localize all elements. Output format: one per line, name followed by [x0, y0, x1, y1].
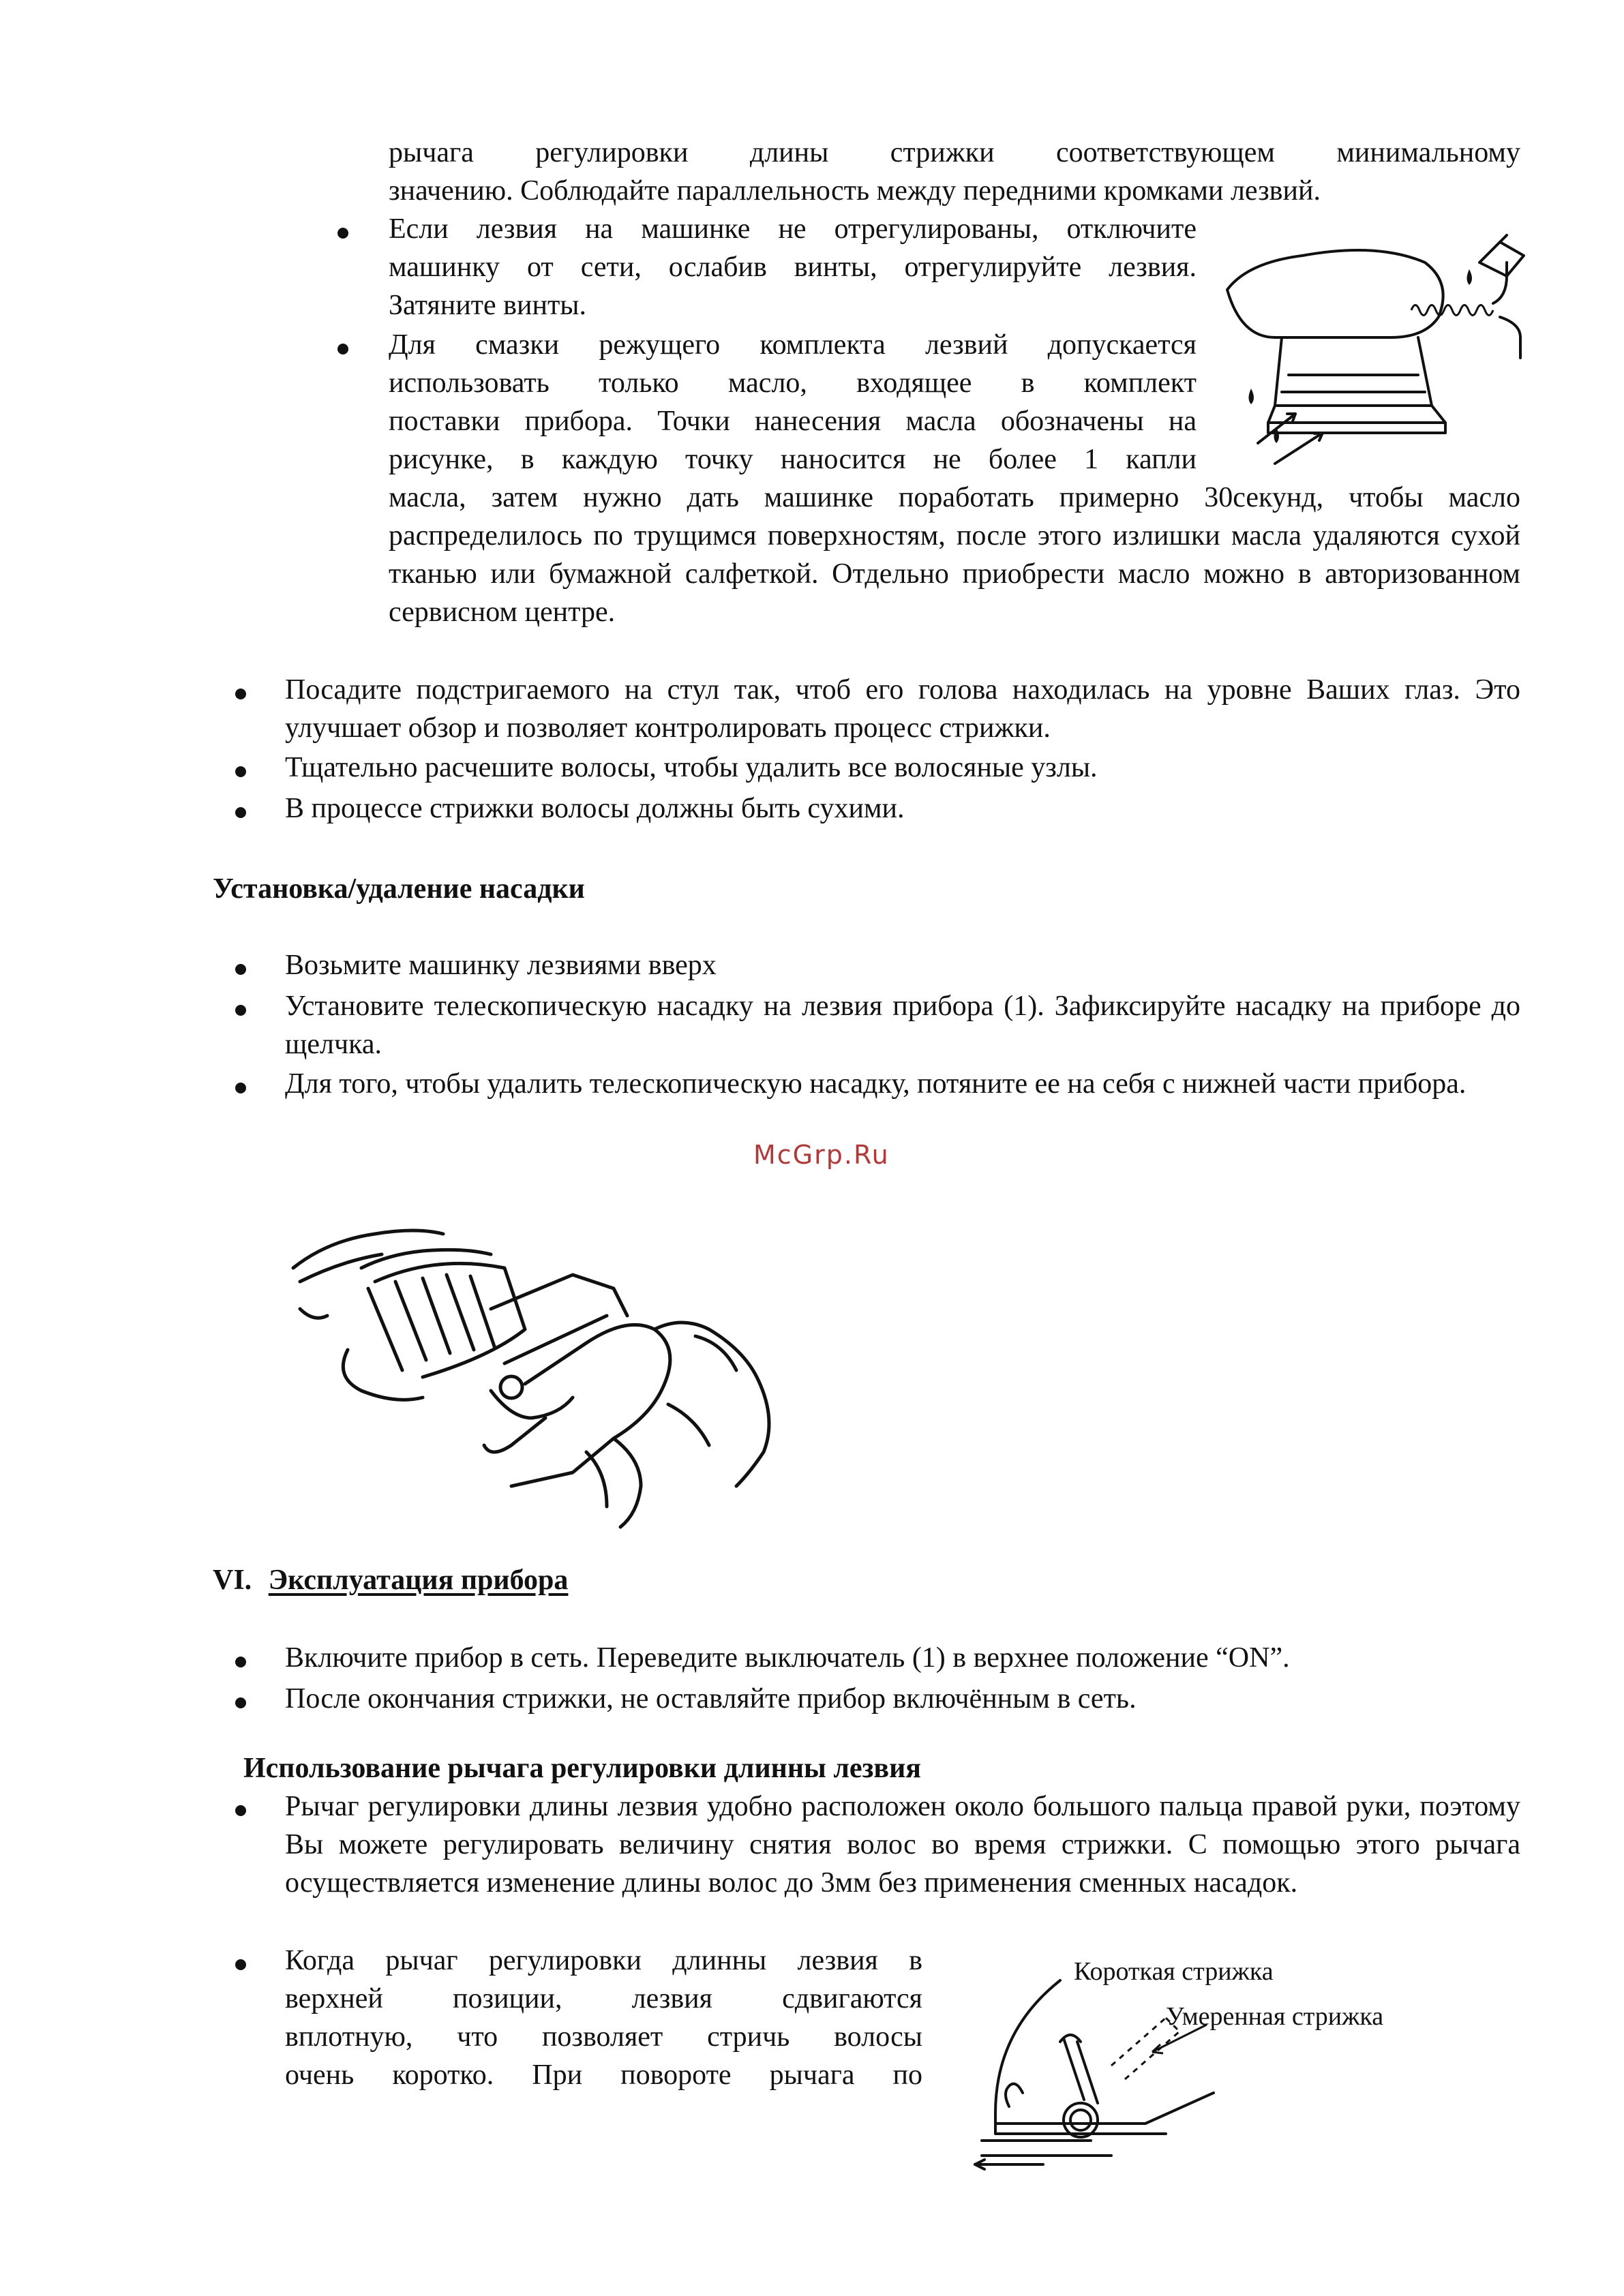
oil-paragraph-rest: масла, затем нужно дать машинке поработать примерно 30секунд, чтобы масло распределилось по трущимся поверхностям, после этого излишки масла удаляются сухой тканью или бумажной салфеткой. Отдельно приобрести масло можно в авторизованном сервисном центре. [389, 482, 1520, 628]
lever-item-2-line-2: верхней позиции, лезвия сдвигаются [285, 1983, 922, 2014]
operation-section-number: VI. [213, 1565, 252, 1596]
adjust-blades-line-2: машинку от сети, ослабив винты, отрегулируйте лезвия. [389, 252, 1197, 283]
attachment-item-hold: Возьмите машинку лезвиями вверх [285, 950, 717, 981]
bullet-dot [337, 344, 348, 354]
prep-item-comb: Тщательно расчешите волосы, чтобы удалить все волосяные узлы. [285, 752, 1098, 783]
oil-line-4: рисунке, в каждую точку наносится не более 1 капли [389, 444, 1197, 475]
operation-heading [213, 1561, 568, 1599]
lever-heading: Использование рычага регулировки длинны лезвия [243, 1753, 922, 1784]
oil-line-2: использовать только масло, входящее в комплект [389, 367, 1197, 399]
prep-item-dry: В процессе стрижки волосы должны быть сухими. [285, 793, 905, 824]
lever-item-2-line-1: Когда рычаг регулировки длинны лезвия в [285, 1945, 922, 1976]
oil-line-1: Для смазки режущего комплекта лезвий допускается [389, 329, 1197, 361]
bullet-dot [235, 1083, 246, 1093]
attachment-item-install: Установите телескопическую насадку на лезвия прибора (1). Зафиксируйте насадку на приборе до щелчка. [285, 991, 1520, 1060]
operation-item-unplug: После окончания стрижки, не оставляйте прибор включённым в сеть. [285, 1683, 1137, 1715]
oil-line-3: поставки прибора. Точки нанесения масла обозначены на [389, 406, 1197, 437]
bullet-dot [235, 1805, 246, 1816]
lever-item-2-line-4: очень коротко. При повороте рычага по [285, 2059, 922, 2091]
attachment-heading: Установка/удаление насадки [213, 873, 585, 905]
bullet-dot [235, 1697, 246, 1708]
diagram-label-medium: Умеренная стрижка [1166, 2002, 1384, 2031]
watermark: McGrp.Ru [753, 1140, 890, 1170]
adjust-blades-line-1: Если лезвия на машинке не отрегулированы, отключите [389, 213, 1197, 245]
lever-item-2-line-3: вплотную, что позволяет стричь волосы [285, 2021, 922, 2053]
bullet-dot [235, 1959, 246, 1970]
oil-points-illustration [1220, 235, 1541, 467]
lever-position-diagram [941, 1977, 1418, 2195]
bullet-dot [235, 964, 246, 975]
bullet-dot [235, 807, 246, 818]
attachment-hands-illustration [286, 1213, 805, 1534]
bullet-dot [235, 689, 246, 699]
operation-item-power-on: Включите прибор в сеть. Переведите выключатель (1) в верхнее положение “ON”. [285, 1642, 1290, 1674]
bullet-dot [337, 228, 348, 239]
bullet-dot [235, 766, 246, 777]
lever-item-location: Рычаг регулировки длины лезвия удобно расположен около большого пальца правой руки, поэтому Вы можете регулировать величину снятия волос во время стрижки. С помощью этого рычага осуществляется изменение длины волос до 3мм без применения сменных насадок. [285, 1791, 1520, 1899]
bullet-dot [235, 1005, 246, 1016]
prep-item-seat: Посадите подстригаемого на стул так, чтоб его голова находилась на уровне Ваших глаз. Это улучшает обзор и позволяет контролировать процесс стрижки. [285, 674, 1520, 744]
diagram-label-short: Короткая стрижка [1074, 1957, 1274, 1986]
adjust-blades-line-3: Затяните винты. [389, 290, 587, 321]
continuation-line-1: рычага регулировки длины стрижки соответствующем минимальному [389, 137, 1520, 168]
operation-section-title: Эксплуатация прибора [268, 1565, 569, 1596]
continuation-line-2: значению. Соблюдайте параллельность между передними кромками лезвий. [389, 175, 1321, 207]
attachment-item-remove: Для того, чтобы удалить телескопическую насадку, потяните ее на себя с нижней части прибора. [285, 1068, 1467, 1100]
bullet-dot [235, 1657, 246, 1667]
